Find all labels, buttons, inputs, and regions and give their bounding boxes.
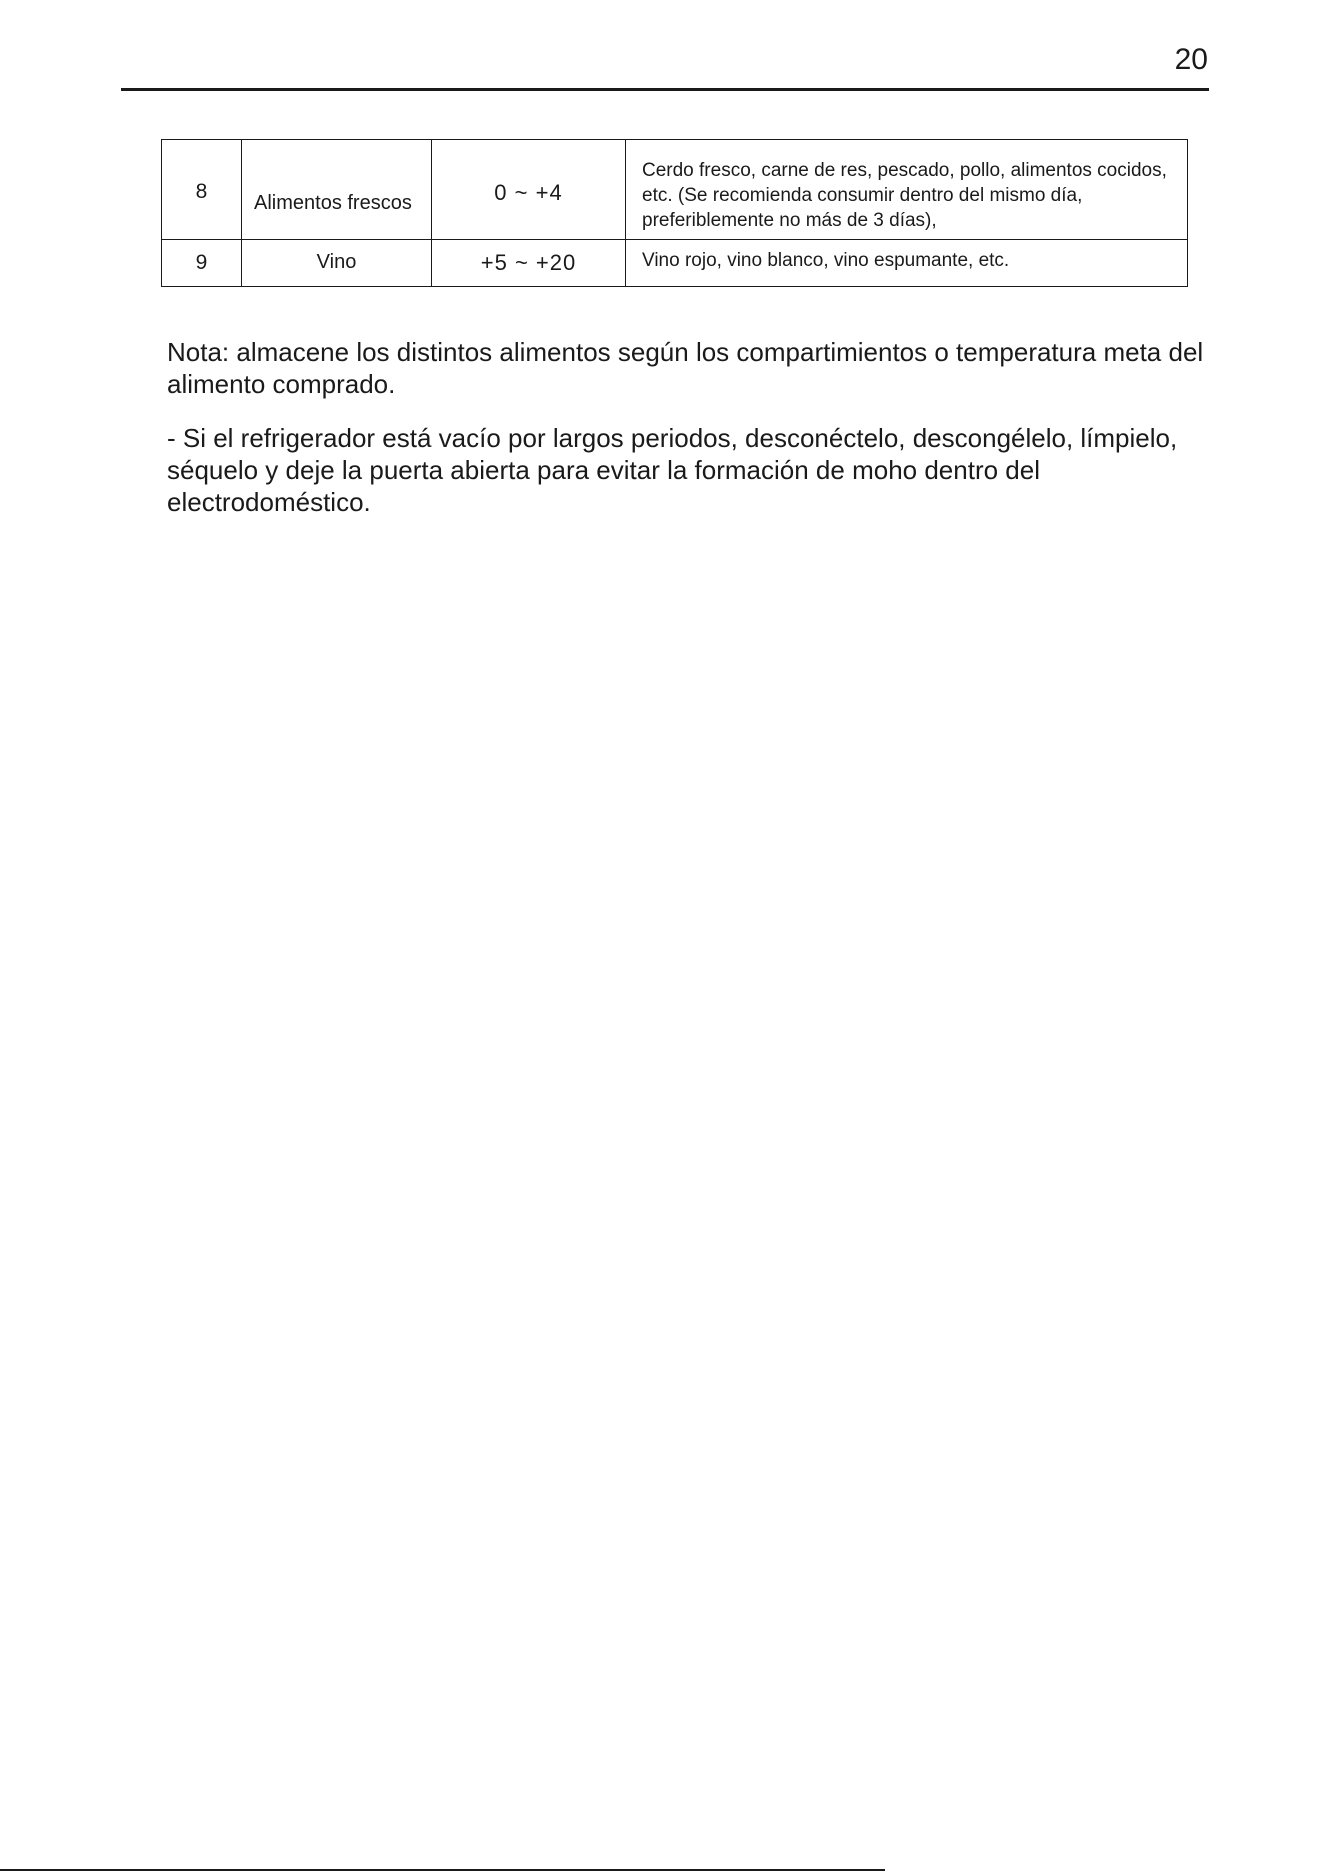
header-rule — [121, 88, 1209, 91]
food-type-cell: Vino — [242, 240, 432, 287]
food-storage-table — [161, 139, 1188, 287]
temperature-range-cell: +5 ~ +20 — [432, 240, 626, 287]
table-row — [162, 240, 1188, 287]
empty-fridge-tip-paragraph: - Si el refrigerador está vacío por largos periodos, desconéctelo, descongélelo, límpielo, séquelo y deje la puerta abierta para evitar la formación de moho dentro del electrodoméstico. — [167, 423, 1178, 517]
table-row — [162, 140, 1188, 240]
page-number: 20 — [1174, 43, 1208, 76]
food-type-cell: Alimentos frescos — [242, 140, 432, 240]
food-examples-cell: Cerdo fresco, carne de res, pescado, pollo, alimentos cocidos, etc. (Se recomienda consumir dentro del mismo día, preferiblemente no más de 3 días), — [626, 140, 1188, 240]
temperature-range-cell: 0 ~ +4 — [432, 140, 626, 240]
storage-note-paragraph: Nota: almacene los distintos alimentos según los compartimientos o temperatura meta del alimento comprado. — [167, 337, 1204, 399]
bottom-rule — [0, 1869, 885, 1871]
row-number-cell: 9 — [162, 240, 242, 287]
food-examples-cell: Vino rojo, vino blanco, vino espumante, etc. — [626, 240, 1188, 287]
row-number-cell: 8 — [162, 140, 242, 240]
